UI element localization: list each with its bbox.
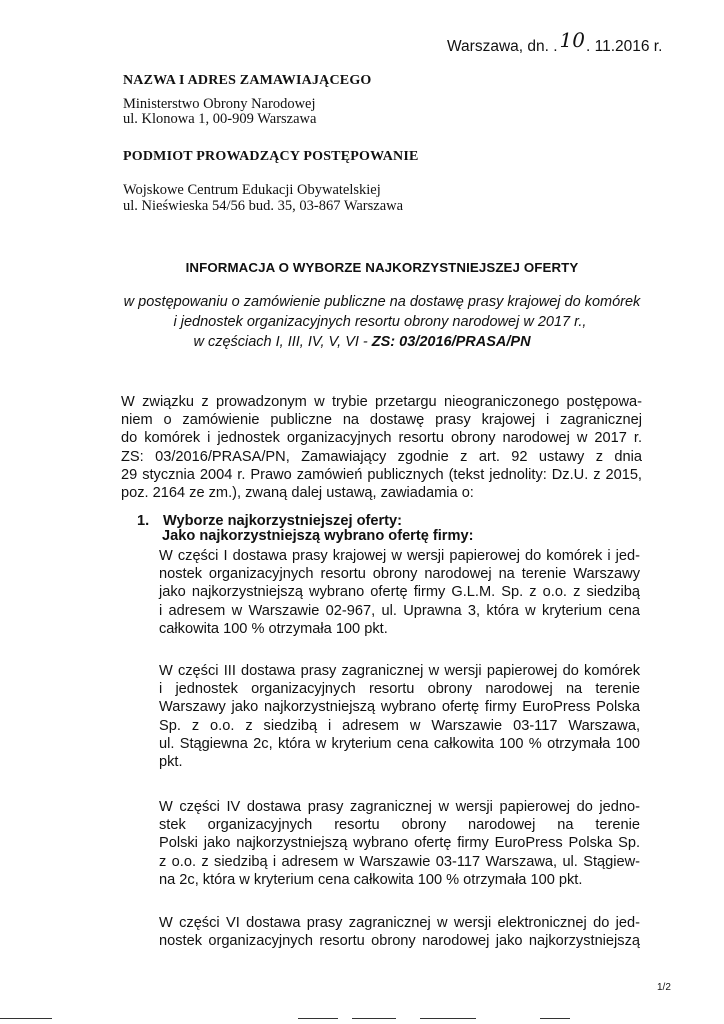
- section-1-heading: 1. Wyborze najkorzystniejszej oferty:: [137, 513, 402, 529]
- conducting-entity-heading: PODMIOT PROWADZĄCY POSTĘPOWANIE: [123, 149, 419, 164]
- page-number: 1/2: [657, 982, 671, 993]
- conducting-entity-name: Wojskowe Centrum Edukacji Obywatelskiej: [123, 182, 381, 198]
- part-4-paragraph: W części IV dostawa prasy zagranicznej w wersji papierowej do jedno- stek organizacyjnych resortu obrony narodowej na terenie Polski jako najkorzystniejszą wybrano ofertę firmy EuroPress Polska Sp. z o.o. z siedzibą i adresem w Warszawie 03-117 Warszawa, ul. Stągiew- na 2c, która w kryterium cena całkowita 100 % otrzymała 100 pkt.: [159, 799, 640, 888]
- subtitle-line-3: w częściach I, III, IV, V, VI - ZS: 03/2016/PRASA/PN: [193, 334, 531, 350]
- ordering-party-name: Ministerstwo Obrony Narodowej: [123, 96, 316, 112]
- subtitle-line-1: w postępowaniu o zamówienie publiczne na dostawę prasy krajowej do komórek: [123, 294, 641, 310]
- part-6-paragraph: W części VI dostawa prasy zagranicznej w wersji elektronicznej do jed- nostek organizacyjnych resortu obrony narodowej jako najkorzystniejszą: [159, 915, 640, 950]
- date-prefix: Warszawa, dn. .: [447, 38, 558, 55]
- section-1-subheading: Jako najkorzystniejszą wybrano ofertę firmy:: [162, 528, 474, 544]
- subtitle-line-2: i jednostek organizacyjnych resortu obrony narodowej w 2017 r.,: [173, 314, 587, 330]
- intro-paragraph: W związku z prowadzonym w trybie przetargu nieograniczonego postępowa- niem o zamówienie publiczne na dostawę prasy krajowej i zagranicznej do komórek i jednostek organizacyjnych resortu obrony narodowej w 2017 r. ZS: 03/2016/PRASA/PN, Zamawiający zgodnie z art. 92 ustawy z dnia 29 stycznia 2004 r. Prawo zamówień publicznych (tekst jednolity: Dz.U. z 2015, poz. 2164 ze zm.), zwaną dalej ustawą, zawiadamia o:: [121, 394, 642, 502]
- ordering-party-heading: NAZWA I ADRES ZAMAWIAJĄCEGO: [123, 73, 372, 88]
- document-date: [447, 28, 663, 56]
- part-1-paragraph: W części I dostawa prasy krajowej w wersji papierowej do komórek i jed- nostek organizacyjnych resortu obrony narodowej na terenie Warszawy jako najkorzystniejszą wybrano ofertę firmy G.L.M. Sp. z o.o. z siedzibą i adresem w Warszawie 02-967, ul. Uprawna 3, która w kryterium cena całkowita 100 % otrzymała 100 pkt.: [159, 548, 640, 637]
- case-reference: ZS: 03/2016/PRASA/PN: [371, 334, 531, 350]
- ordering-party-address: ul. Klonowa 1, 00-909 Warszawa: [123, 111, 317, 127]
- document-subtitle: [0, 292, 724, 352]
- date-suffix: . 11.2016 r.: [586, 38, 663, 55]
- conducting-entity-address: ul. Nieświeska 54/56 bud. 35, 03-867 Warszawa: [123, 198, 404, 214]
- scan-artifact-lines: [0, 1017, 724, 1021]
- section-number: 1.: [137, 513, 150, 529]
- handwritten-day: 10: [559, 28, 585, 52]
- part-3-paragraph: W części III dostawa prasy zagranicznej w wersji papierowej do komórek i jednostek organizacyjnych resortu obrony narodowej na terenie Warszawy jako najkorzystniejszą wybrano ofertę firmy EuroPress Polska Sp. z o.o. z siedzibą i adresem w Warszawie 03-117 Warszawa, ul. Stągiewna 2c, która w kryterium cena całkowita 100 % otrzymała 100 pkt.: [159, 663, 640, 771]
- document-title: INFORMACJA O WYBORZE NAJKORZYSTNIEJSZEJ OFERTY: [185, 260, 579, 275]
